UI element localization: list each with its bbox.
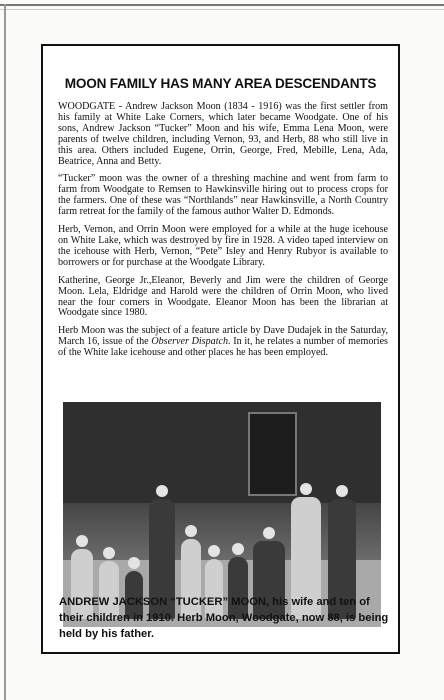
paragraph-5 [58, 326, 388, 359]
paragraph-4: Katherine, George Jr.,Eleanor, Beverly and Jim were the children of George Moon. Lela, Eldridge and Harold were the children of Orrin Moon, who lived near the four corners in Woodgate. Eleanor Moon has been the librarian at Woodgate since 1980. [58, 274, 388, 319]
paragraph-2: “Tucker” moon was the owner of a threshing machine and went from farm to farm from Woodgate to Remsen to Hawkinsville hiring out to process crops for the farmers. One of these was “Northlands” near Hawkinsville, a North Country farm retreat for the family of the famous author Walter D. Edmonds. [58, 173, 388, 218]
page-edge [0, 4, 444, 10]
photo-wall [63, 402, 381, 503]
article-body [58, 102, 388, 366]
paragraph-5-end: . In it, he relates a number of memories of the White lake icehouse and other places he has been employed. [58, 336, 388, 359]
paragraph-3: Herb, Vernon, and Orrin Moon were employed for a while at the huge icehouse on White Lake, which was destroyed by fire in 1928. A video taped interview on the icehouse with Herb, Vernon, “Pete” Isley and Henry Rubyor is available to borrowers or for purchase at the Woodgate Library. [58, 224, 388, 268]
paragraph-1: WOODGATE - Andrew Jackson Moon (1834 - 1916) was the first settler from his family at White Lake Corners, which later became Woodgate. One of his sons, Andrew Jackson “Tucker” Moon and his wife, Emma Lena Moon, were parents of twelve children, including Vernon, 93, and Herb, 88 who still live in this area. Others included Eugene, Orrin, George, Fred, Mebille, Lena, Ada, Beatrice, Anna and Betty. [58, 101, 388, 167]
publication-name: Observer Dispatch [151, 336, 229, 348]
photo-caption: ANDREW JACKSON “TUCKER” MOON, his wife and ten of their children in 1910. Herb Moon, Woodgate, now 88, is being held by his father. [59, 596, 389, 640]
page-edge-left [4, 4, 6, 700]
headline: MOON FAMILY HAS MANY AREA DESCENDANTS [64, 76, 377, 91]
photo-doorway [248, 412, 297, 496]
article-frame [41, 44, 400, 654]
paragraph-5-start: Herb Moon was the subject of a feature article by Dave Dudajek in the Saturday, March 16, issue of the [58, 325, 388, 348]
